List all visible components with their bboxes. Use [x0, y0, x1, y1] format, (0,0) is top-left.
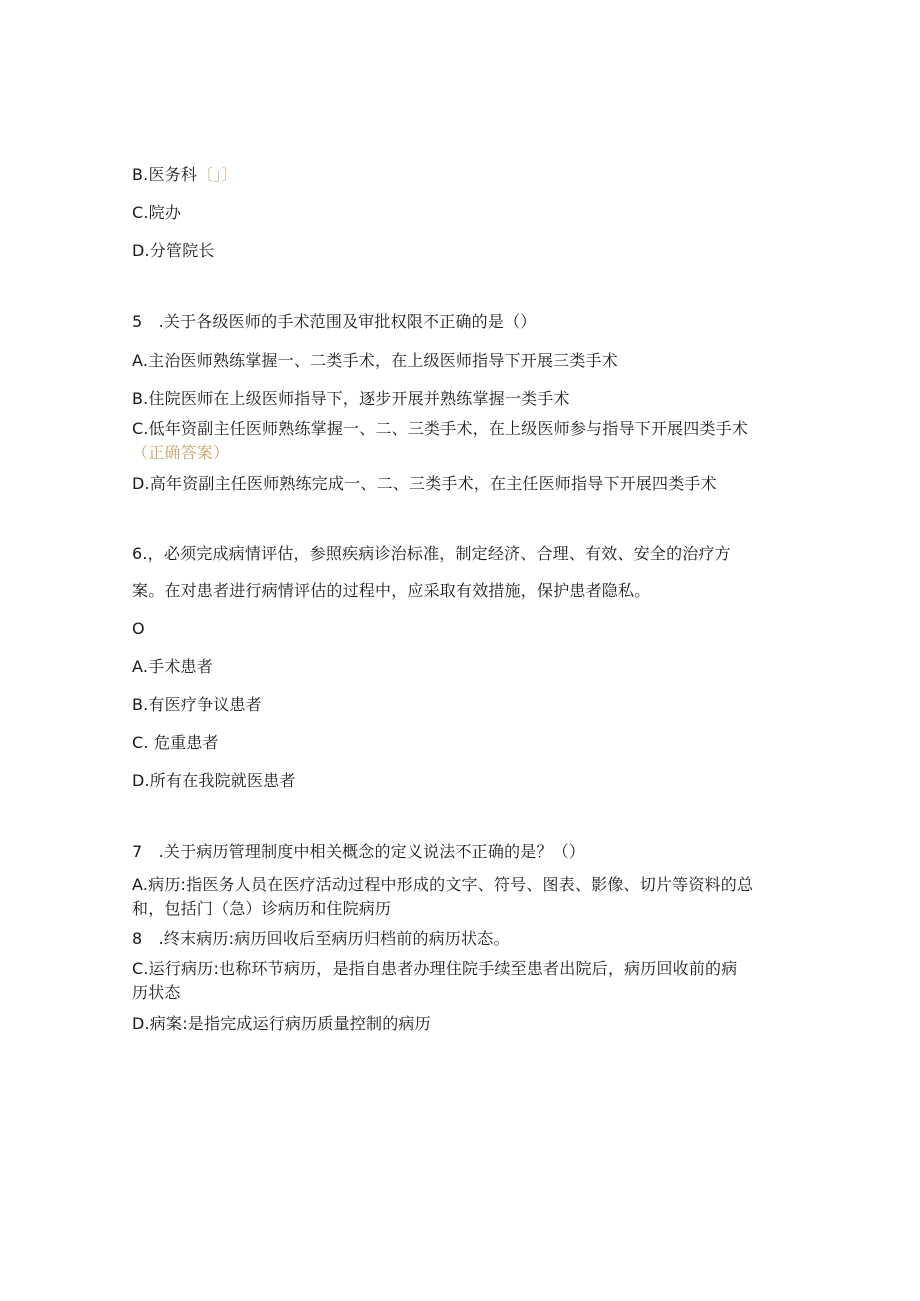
q7-option-a-line2: 和，包括门（急）诊病历和住院病历 — [132, 899, 392, 918]
q4-option-d: D.分管院长 — [132, 241, 215, 260]
q6-question-line1: 6.，必须完成病情评估，参照疾病诊治标准，制定经济、合理、有效、安全的治疗方 — [132, 544, 731, 563]
q6-question-line2: 案。在对患者进行病情评估的过程中，应采取有效措施，保护患者隐私。 — [132, 581, 651, 600]
q5-option-b: B.住院医师在上级医师指导下，逐步开展并熟练掌握一类手术 — [132, 389, 570, 408]
q6-option-a: A.手术患者 — [132, 657, 213, 676]
q6-blank: O — [132, 619, 145, 638]
q4-option-b — [132, 165, 238, 185]
q6-option-b: B.有医疗争议患者 — [132, 695, 262, 714]
q7-option-c-line2: 历状态 — [132, 983, 181, 1002]
q4-option-b-mark: 〔」〕 — [197, 165, 238, 184]
q7-question: 7 .关于病历管理制度中相关概念的定义说法不正确的是？（） — [132, 842, 586, 861]
q5-option-d: D.高年资副主任医师熟练完成一、二、三类手术，在主任医师指导下开展四类手术 — [132, 474, 717, 493]
q7-option-d: D.病案:是指完成运行病历质量控制的病历 — [132, 1014, 431, 1033]
q7-option-c-line1: C.运行病历:也称环节病历，是指自患者办理住院手续至患者出院后，病历回收前的病 — [132, 959, 738, 978]
q6-option-d: D.所有在我院就医患者 — [132, 771, 296, 790]
q7-option-b: 8 .终末病历:病历回收后至病历归档前的病历状态。 — [132, 929, 510, 948]
q6-option-c: C. 危重患者 — [132, 733, 219, 752]
q5-option-a: A.主治医师熟练掌握一、二类手术，在上级医师指导下开展三类手术 — [132, 351, 618, 370]
q4-option-c: C.院办 — [132, 203, 182, 222]
q5-option-c: C.低年资副主任医师熟练掌握一、二、三类手术，在上级医师参与指导下开展四类手术 — [132, 419, 749, 438]
q7-option-a-line1: A.病历:指医务人员在医疗活动过程中形成的文字、符号、图表、影像、切片等资料的总 — [132, 875, 754, 894]
q5-question: 5 .关于各级医师的手术范围及审批权限不正确的是（） — [132, 312, 537, 331]
q4-option-b-text: B.医务科 — [132, 165, 198, 184]
q5-correct-answer-mark: （正确答案） — [132, 443, 230, 462]
